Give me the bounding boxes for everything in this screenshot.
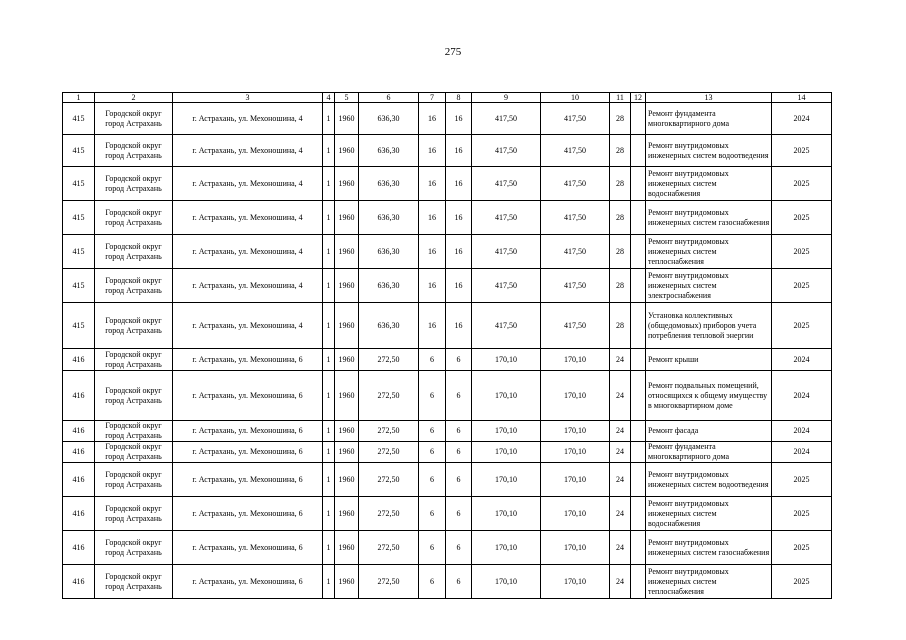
header-cell: 12 — [631, 93, 646, 103]
table-row — [63, 103, 832, 135]
cell-area: 272,50 — [359, 463, 419, 497]
cell-work-type: Ремонт внутридомовых инженерных систем водоотведения — [646, 135, 772, 167]
cell-col-11: 24 — [610, 497, 631, 531]
cell-col-4: 1 — [323, 303, 335, 349]
table-row — [63, 531, 832, 565]
cell-col-12 — [631, 135, 646, 167]
table-row — [63, 565, 832, 599]
cell-col-7: 16 — [419, 269, 446, 303]
cell-municipality: Городской округ город Астрахань — [95, 497, 173, 531]
cell-col-4: 1 — [323, 135, 335, 167]
cell-col-8: 6 — [446, 497, 472, 531]
table-row — [63, 303, 832, 349]
cell-col-4: 1 — [323, 103, 335, 135]
cell-plan-year: 2024 — [772, 421, 832, 442]
cell-year: 1960 — [335, 269, 359, 303]
cell-col-12 — [631, 565, 646, 599]
cell-plan-year: 2024 — [772, 371, 832, 421]
cell-col-7: 6 — [419, 349, 446, 371]
cell-col-8: 16 — [446, 167, 472, 201]
cell-work-type: Ремонт внутридомовых инженерных систем теплоснабжения — [646, 565, 772, 599]
cell-col-11: 24 — [610, 349, 631, 371]
cell-col-7: 6 — [419, 371, 446, 421]
cell-row-number: 415 — [63, 135, 95, 167]
cell-year: 1960 — [335, 531, 359, 565]
cell-col-12 — [631, 442, 646, 463]
cell-col-7: 16 — [419, 103, 446, 135]
cell-plan-year: 2025 — [772, 167, 832, 201]
cell-col-11: 28 — [610, 201, 631, 235]
cell-work-type: Ремонт внутридомовых инженерных систем газоснабжения — [646, 531, 772, 565]
cell-col-7: 6 — [419, 531, 446, 565]
cell-row-number: 416 — [63, 421, 95, 442]
cell-area: 272,50 — [359, 371, 419, 421]
cell-address: г. Астрахань, ул. Мехоношина, 6 — [173, 421, 323, 442]
cell-municipality: Городской округ город Астрахань — [95, 531, 173, 565]
cell-area: 636,30 — [359, 201, 419, 235]
cell-col-10: 170,10 — [541, 349, 610, 371]
cell-area: 636,30 — [359, 167, 419, 201]
cell-col-4: 1 — [323, 235, 335, 269]
cell-col-9: 417,50 — [472, 135, 541, 167]
cell-col-9: 170,10 — [472, 442, 541, 463]
cell-col-8: 16 — [446, 103, 472, 135]
cell-col-10: 170,10 — [541, 371, 610, 421]
cell-work-type: Ремонт подвальных помещений, относящихся к общему имуществу в многоквартирном доме — [646, 371, 772, 421]
cell-col-11: 28 — [610, 303, 631, 349]
cell-col-10: 417,50 — [541, 235, 610, 269]
cell-col-8: 16 — [446, 269, 472, 303]
cell-col-7: 16 — [419, 235, 446, 269]
table-row — [63, 421, 832, 442]
register-table — [62, 92, 832, 599]
cell-col-9: 417,50 — [472, 269, 541, 303]
cell-col-8: 16 — [446, 135, 472, 167]
cell-col-12 — [631, 269, 646, 303]
cell-col-4: 1 — [323, 497, 335, 531]
cell-row-number: 415 — [63, 303, 95, 349]
cell-address: г. Астрахань, ул. Мехоношина, 4 — [173, 135, 323, 167]
cell-col-12 — [631, 349, 646, 371]
cell-row-number: 415 — [63, 103, 95, 135]
cell-row-number: 415 — [63, 235, 95, 269]
cell-col-12 — [631, 201, 646, 235]
cell-year: 1960 — [335, 565, 359, 599]
cell-col-12 — [631, 167, 646, 201]
cell-col-11: 28 — [610, 103, 631, 135]
cell-year: 1960 — [335, 201, 359, 235]
cell-col-7: 16 — [419, 135, 446, 167]
cell-year: 1960 — [335, 349, 359, 371]
cell-col-8: 16 — [446, 303, 472, 349]
cell-col-4: 1 — [323, 531, 335, 565]
cell-year: 1960 — [335, 463, 359, 497]
table-row — [63, 442, 832, 463]
cell-col-9: 170,10 — [472, 497, 541, 531]
cell-col-10: 417,50 — [541, 303, 610, 349]
table-row — [63, 463, 832, 497]
cell-year: 1960 — [335, 442, 359, 463]
cell-col-10: 170,10 — [541, 442, 610, 463]
cell-year: 1960 — [335, 235, 359, 269]
cell-municipality: Городской округ город Астрахань — [95, 303, 173, 349]
cell-row-number: 416 — [63, 349, 95, 371]
header-cell: 5 — [335, 93, 359, 103]
header-cell: 11 — [610, 93, 631, 103]
cell-area: 636,30 — [359, 103, 419, 135]
cell-municipality: Городской округ город Астрахань — [95, 421, 173, 442]
cell-col-8: 6 — [446, 371, 472, 421]
header-cell: 7 — [419, 93, 446, 103]
cell-work-type: Ремонт крыши — [646, 349, 772, 371]
header-cell: 8 — [446, 93, 472, 103]
cell-col-10: 170,10 — [541, 565, 610, 599]
cell-col-7: 6 — [419, 421, 446, 442]
cell-row-number: 416 — [63, 442, 95, 463]
cell-col-11: 28 — [610, 135, 631, 167]
cell-row-number: 416 — [63, 371, 95, 421]
cell-address: г. Астрахань, ул. Мехоношина, 6 — [173, 531, 323, 565]
cell-area: 636,30 — [359, 269, 419, 303]
header-cell: 3 — [173, 93, 323, 103]
cell-col-7: 16 — [419, 303, 446, 349]
cell-row-number: 416 — [63, 531, 95, 565]
table-row — [63, 201, 832, 235]
cell-row-number: 415 — [63, 201, 95, 235]
cell-plan-year: 2024 — [772, 349, 832, 371]
cell-col-12 — [631, 531, 646, 565]
cell-col-11: 24 — [610, 565, 631, 599]
cell-col-4: 1 — [323, 421, 335, 442]
cell-area: 272,50 — [359, 497, 419, 531]
cell-col-7: 16 — [419, 167, 446, 201]
cell-address: г. Астрахань, ул. Мехоношина, 4 — [173, 167, 323, 201]
cell-col-12 — [631, 371, 646, 421]
cell-area: 272,50 — [359, 349, 419, 371]
cell-col-8: 6 — [446, 442, 472, 463]
cell-municipality: Городской округ город Астрахань — [95, 442, 173, 463]
cell-work-type: Ремонт внутридомовых инженерных систем теплоснабжения — [646, 235, 772, 269]
cell-col-11: 24 — [610, 421, 631, 442]
cell-col-12 — [631, 421, 646, 442]
cell-col-8: 6 — [446, 349, 472, 371]
cell-year: 1960 — [335, 167, 359, 201]
cell-col-11: 28 — [610, 167, 631, 201]
cell-col-7: 6 — [419, 442, 446, 463]
cell-col-9: 417,50 — [472, 235, 541, 269]
table-row — [63, 371, 832, 421]
cell-col-11: 24 — [610, 531, 631, 565]
cell-municipality: Городской округ город Астрахань — [95, 103, 173, 135]
cell-work-type: Ремонт внутридомовых инженерных систем водоснабжения — [646, 497, 772, 531]
cell-col-7: 6 — [419, 463, 446, 497]
cell-work-type: Ремонт внутридомовых инженерных систем электроснабжения — [646, 269, 772, 303]
cell-plan-year: 2025 — [772, 497, 832, 531]
cell-municipality: Городской округ город Астрахань — [95, 201, 173, 235]
cell-col-8: 6 — [446, 531, 472, 565]
header-row — [63, 93, 832, 103]
cell-col-11: 24 — [610, 371, 631, 421]
cell-plan-year: 2025 — [772, 463, 832, 497]
cell-area: 272,50 — [359, 442, 419, 463]
cell-plan-year: 2025 — [772, 201, 832, 235]
cell-col-4: 1 — [323, 167, 335, 201]
header-cell: 6 — [359, 93, 419, 103]
cell-col-7: 6 — [419, 565, 446, 599]
cell-col-10: 417,50 — [541, 135, 610, 167]
cell-col-4: 1 — [323, 463, 335, 497]
cell-col-9: 417,50 — [472, 103, 541, 135]
cell-plan-year: 2025 — [772, 303, 832, 349]
header-cell: 9 — [472, 93, 541, 103]
cell-work-type: Ремонт фундамента многоквартирного дома — [646, 442, 772, 463]
cell-col-9: 170,10 — [472, 371, 541, 421]
cell-col-8: 6 — [446, 421, 472, 442]
table-row — [63, 135, 832, 167]
cell-col-9: 417,50 — [472, 303, 541, 349]
cell-plan-year: 2025 — [772, 235, 832, 269]
cell-work-type: Ремонт внутридомовых инженерных систем водоснабжения — [646, 167, 772, 201]
cell-col-4: 1 — [323, 349, 335, 371]
header-cell: 1 — [63, 93, 95, 103]
cell-plan-year: 2024 — [772, 442, 832, 463]
cell-municipality: Городской округ город Астрахань — [95, 371, 173, 421]
cell-year: 1960 — [335, 103, 359, 135]
cell-col-7: 16 — [419, 201, 446, 235]
page-number: 275 — [444, 46, 462, 58]
cell-year: 1960 — [335, 135, 359, 167]
cell-address: г. Астрахань, ул. Мехоношина, 6 — [173, 565, 323, 599]
cell-address: г. Астрахань, ул. Мехоношина, 6 — [173, 463, 323, 497]
table-row — [63, 235, 832, 269]
header-cell: 14 — [772, 93, 832, 103]
cell-year: 1960 — [335, 421, 359, 442]
cell-col-12 — [631, 235, 646, 269]
cell-col-9: 417,50 — [472, 167, 541, 201]
cell-col-10: 417,50 — [541, 103, 610, 135]
cell-year: 1960 — [335, 497, 359, 531]
cell-col-10: 170,10 — [541, 463, 610, 497]
cell-work-type: Ремонт фасада — [646, 421, 772, 442]
cell-row-number: 416 — [63, 463, 95, 497]
cell-col-8: 6 — [446, 565, 472, 599]
header-cell: 13 — [646, 93, 772, 103]
cell-address: г. Астрахань, ул. Мехоношина, 4 — [173, 235, 323, 269]
cell-col-12 — [631, 103, 646, 135]
cell-row-number: 416 — [63, 497, 95, 531]
cell-col-9: 170,10 — [472, 463, 541, 497]
cell-col-10: 417,50 — [541, 167, 610, 201]
header-cell: 4 — [323, 93, 335, 103]
cell-col-4: 1 — [323, 565, 335, 599]
cell-work-type: Ремонт фундамента многоквартирного дома — [646, 103, 772, 135]
cell-work-type: Ремонт внутридомовых инженерных систем газоснабжения — [646, 201, 772, 235]
cell-col-11: 24 — [610, 463, 631, 497]
table-row — [63, 167, 832, 201]
cell-row-number: 415 — [63, 269, 95, 303]
header-cell: 2 — [95, 93, 173, 103]
cell-address: г. Астрахань, ул. Мехоношина, 6 — [173, 442, 323, 463]
cell-row-number: 416 — [63, 565, 95, 599]
cell-col-12 — [631, 463, 646, 497]
cell-area: 272,50 — [359, 421, 419, 442]
cell-col-4: 1 — [323, 201, 335, 235]
cell-col-7: 6 — [419, 497, 446, 531]
cell-address: г. Астрахань, ул. Мехоношина, 4 — [173, 269, 323, 303]
cell-col-8: 16 — [446, 235, 472, 269]
cell-plan-year: 2025 — [772, 269, 832, 303]
cell-col-8: 6 — [446, 463, 472, 497]
cell-year: 1960 — [335, 303, 359, 349]
cell-col-9: 170,10 — [472, 531, 541, 565]
cell-col-9: 170,10 — [472, 349, 541, 371]
cell-area: 272,50 — [359, 531, 419, 565]
cell-municipality: Городской округ город Астрахань — [95, 463, 173, 497]
cell-row-number: 415 — [63, 167, 95, 201]
cell-col-4: 1 — [323, 442, 335, 463]
table-row — [63, 497, 832, 531]
cell-address: г. Астрахань, ул. Мехоношина, 6 — [173, 371, 323, 421]
cell-year: 1960 — [335, 371, 359, 421]
cell-col-9: 170,10 — [472, 565, 541, 599]
cell-plan-year: 2024 — [772, 103, 832, 135]
table-row — [63, 269, 832, 303]
cell-col-4: 1 — [323, 371, 335, 421]
cell-address: г. Астрахань, ул. Мехоношина, 4 — [173, 303, 323, 349]
cell-area: 272,50 — [359, 565, 419, 599]
cell-col-10: 170,10 — [541, 497, 610, 531]
cell-municipality: Городской округ город Астрахань — [95, 167, 173, 201]
cell-plan-year: 2025 — [772, 531, 832, 565]
cell-address: г. Астрахань, ул. Мехоношина, 6 — [173, 349, 323, 371]
cell-col-10: 417,50 — [541, 269, 610, 303]
cell-col-11: 28 — [610, 269, 631, 303]
cell-municipality: Городской округ город Астрахань — [95, 565, 173, 599]
cell-work-type: Ремонт внутридомовых инженерных систем водоотведения — [646, 463, 772, 497]
cell-col-9: 417,50 — [472, 201, 541, 235]
cell-col-12 — [631, 497, 646, 531]
cell-plan-year: 2025 — [772, 565, 832, 599]
cell-area: 636,30 — [359, 235, 419, 269]
cell-col-10: 170,10 — [541, 531, 610, 565]
cell-municipality: Городской округ город Астрахань — [95, 135, 173, 167]
cell-municipality: Городской округ город Астрахань — [95, 235, 173, 269]
cell-col-8: 16 — [446, 201, 472, 235]
cell-municipality: Городской округ город Астрахань — [95, 349, 173, 371]
header-cell: 10 — [541, 93, 610, 103]
cell-col-11: 24 — [610, 442, 631, 463]
cell-col-11: 28 — [610, 235, 631, 269]
table-row — [63, 349, 832, 371]
cell-address: г. Астрахань, ул. Мехоношина, 4 — [173, 103, 323, 135]
cell-area: 636,30 — [359, 303, 419, 349]
cell-col-10: 170,10 — [541, 421, 610, 442]
cell-col-4: 1 — [323, 269, 335, 303]
cell-area: 636,30 — [359, 135, 419, 167]
cell-address: г. Астрахань, ул. Мехоношина, 4 — [173, 201, 323, 235]
cell-col-10: 417,50 — [541, 201, 610, 235]
cell-plan-year: 2025 — [772, 135, 832, 167]
cell-col-9: 170,10 — [472, 421, 541, 442]
cell-address: г. Астрахань, ул. Мехоношина, 6 — [173, 497, 323, 531]
cell-work-type: Установка коллективных (общедомовых) приборов учета потребления тепловой энергии — [646, 303, 772, 349]
cell-municipality: Городской округ город Астрахань — [95, 269, 173, 303]
cell-col-12 — [631, 303, 646, 349]
